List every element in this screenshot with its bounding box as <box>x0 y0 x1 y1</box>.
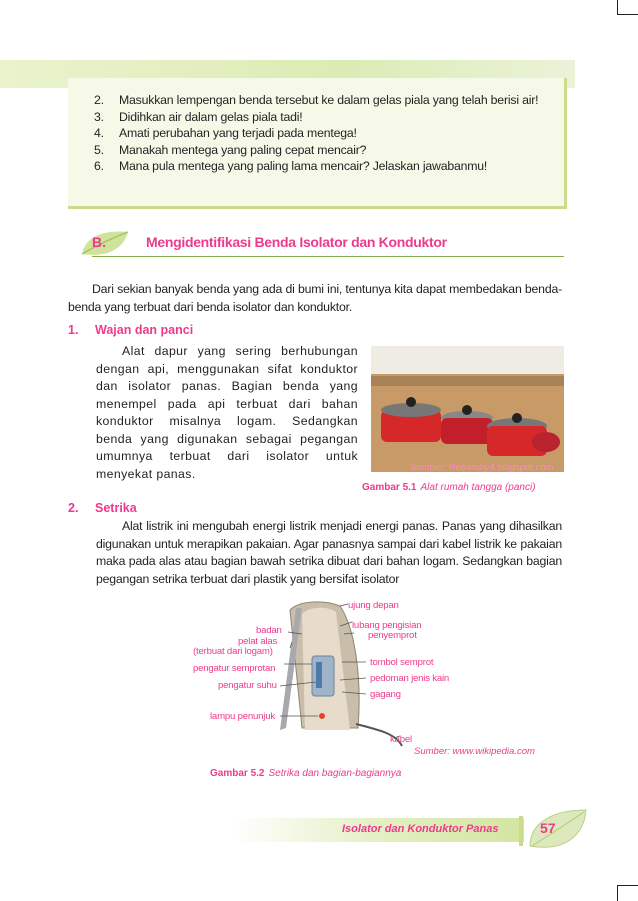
label-pelat-alas: pelat alas <box>238 636 278 647</box>
step-text: Didihkan air dalam gelas piala tadi! <box>119 109 303 124</box>
label-lampu-penunjuk: lampu penunjuk <box>210 711 275 722</box>
crop-mark-top-right-h <box>617 14 638 15</box>
activity-steps-list <box>94 92 556 175</box>
label-pelat-alas-material: (terbuat dari logam) <box>193 646 273 657</box>
footer-divider <box>519 816 523 846</box>
step-text: Mana pula mentega yang paling lama mencair? Jelaskan jawabanmu! <box>119 159 488 174</box>
label-pedoman-jenis-kain: pedoman jenis kain <box>370 673 450 684</box>
caption-label: Gambar 5.2 <box>210 768 265 779</box>
footer-chapter-title: Isolator dan Konduktor Panas <box>342 823 499 835</box>
step-text: Manakah mentega yang paling cepat mencair? <box>119 142 367 157</box>
label-kabel: kabel <box>390 734 412 745</box>
photo-source: Sumber: filebamby4.blogspot.com <box>410 462 554 473</box>
step-number: 6. <box>94 159 104 174</box>
figure-caption <box>362 482 536 493</box>
step-text: Amati perubahan yang terjadi pada mentega! <box>119 126 357 141</box>
step-number: 3. <box>94 109 104 124</box>
label-tombol-semprot: tombol semprot <box>370 657 434 668</box>
label-pengatur-semprotan: pengatur semprotan <box>193 663 276 674</box>
step-text: Masukkan lempengan benda tersebut ke dalam gelas piala yang telah berisi air! <box>119 93 539 107</box>
step-number: 5. <box>94 142 104 157</box>
label-penyemprot: penyemprot <box>368 630 417 641</box>
pots-illustration <box>371 346 564 472</box>
label-lubang-pengisian: lubang pengisian <box>352 620 422 631</box>
section-title: Mengidentifikasi Benda Isolator dan Konduktor <box>146 234 447 250</box>
pots-photo <box>371 346 564 472</box>
step-number: 2. <box>94 93 104 107</box>
subsection-title: Wajan dan panci <box>95 323 194 337</box>
caption-text: Alat rumah tangga (panci) <box>420 482 536 493</box>
diagram-source: Sumber: www.wikipedia.com <box>414 746 535 757</box>
leaf-icon <box>524 806 590 854</box>
activity-step <box>94 92 556 109</box>
subsection-title: Setrika <box>95 501 137 515</box>
activity-step <box>94 109 556 126</box>
label-badan: badan <box>256 625 282 636</box>
caption-text: Setrika dan bagian-bagiannya <box>268 768 402 779</box>
label-gagang: gagang <box>370 689 401 700</box>
crop-mark-top-right-v <box>617 0 618 14</box>
page-number: 57 <box>540 820 556 836</box>
caption-label: Gambar 5.1 <box>362 482 417 493</box>
activity-step <box>94 125 556 142</box>
section-intro: Dari sekian banyak benda yang ada di bumi ini, tentunya kita dapat membedakan benda-benda yang terbuat dari benda isolator dan konduktor. <box>68 282 562 314</box>
activity-step <box>94 142 556 159</box>
crop-mark-bottom-right-v <box>617 885 618 901</box>
subsection-number: 1. <box>68 323 79 337</box>
step-number: 4. <box>94 126 104 141</box>
label-ujung-depan: ujung depan <box>348 600 399 611</box>
section-letter: B. <box>92 234 106 250</box>
crop-mark-bottom-right-h <box>617 885 638 886</box>
subsection-text: Alat dapur yang sering berhubungan dengan api, menggunakan sifat konduktor dan isolator panas. Bagian benda yang menempel pada api terbuat dari bahan konduktor misalnya logam. Sedangkan benda yang digunakan sebagai pegangan umumnya terbuat dari isolator untuk menyekat panas. <box>96 344 358 481</box>
label-pengatur-suhu: pengatur suhu <box>218 680 277 691</box>
section-underline <box>92 256 564 257</box>
subsection-number: 2. <box>68 501 79 515</box>
subsection-text: Alat listrik ini mengubah energi listrik menjadi energi panas. Panas yang dihasilkan digunakan untuk merapikan pakaian. Agar panasnya sampai dari kabel listrik ke pakaian maka pada alas atau bagian bawah setrika dibuat dari bahan logam. Sedangkan bagian pegangan setrika terbuat dari plastik yang bersifat isolator <box>96 519 562 586</box>
activity-step <box>94 158 556 175</box>
figure-caption <box>210 768 401 779</box>
